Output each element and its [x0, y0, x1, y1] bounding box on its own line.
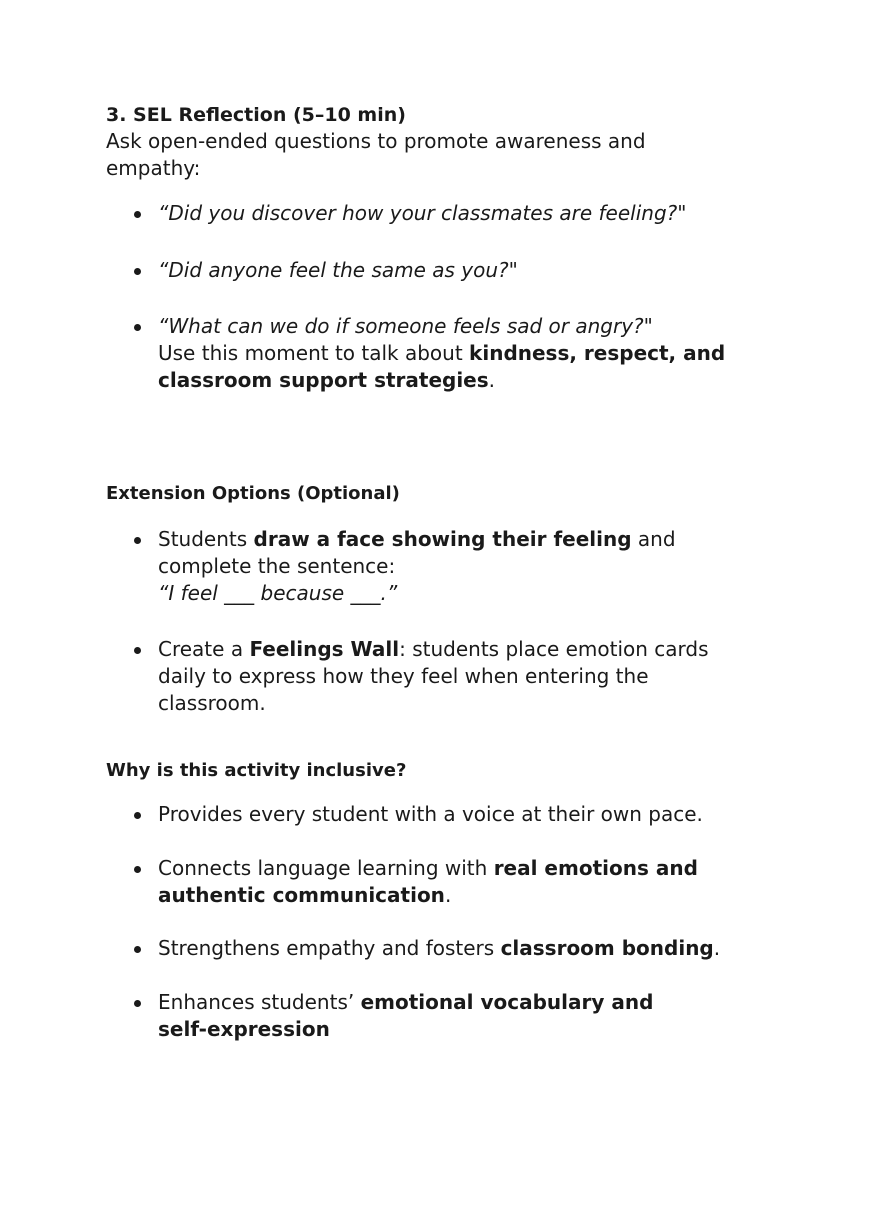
- list-item-body: [158, 636, 734, 717]
- item-text: Provides every student with a voice at their own pace.: [158, 802, 703, 826]
- list-item: [134, 313, 794, 394]
- list-item: [134, 636, 734, 717]
- item-text: .: [713, 936, 721, 960]
- question-text: “Did you discover how your classmates are feeling?": [158, 201, 687, 225]
- list-item-body: [158, 313, 794, 394]
- bullet-icon: [134, 268, 141, 275]
- bullet-icon: [134, 1000, 141, 1007]
- list-item: [134, 801, 794, 828]
- sel-reflection-heading: 3. SEL Reflection (5–10 min): [106, 104, 406, 126]
- list-item: [134, 855, 734, 909]
- list-item-body: [158, 855, 734, 909]
- list-item: [134, 935, 794, 962]
- bullet-icon: [134, 211, 141, 218]
- item-bold: draw a face showing their feeling: [253, 527, 632, 551]
- followup-plain: Use this moment to talk about: [158, 341, 470, 365]
- item-text: and complete the sentence:: [158, 527, 676, 578]
- list-item-body: [158, 526, 774, 607]
- item-text: : students place emotion cards daily to express how they feel when entering the classroom.: [158, 637, 709, 715]
- item-bold: real emotions and authentic communication: [158, 856, 698, 907]
- bullet-icon: [134, 537, 141, 544]
- followup-bold: kindness, respect, and classroom support strategies: [158, 341, 726, 392]
- bullet-icon: [134, 324, 141, 331]
- list-item: [134, 989, 694, 1043]
- extension-heading: Extension Options (Optional): [106, 483, 400, 504]
- list-item-body: [158, 935, 794, 962]
- question-text: “What can we do if someone feels sad or angry?": [158, 314, 653, 338]
- sentence-frame: “I feel ___ because ___.”: [158, 581, 398, 605]
- item-bold: emotional vocabulary and self-expression: [158, 990, 654, 1041]
- item-bold: classroom bonding: [500, 936, 714, 960]
- inclusive-heading: Why is this activity inclusive?: [106, 760, 407, 781]
- item-text: Students: [158, 527, 254, 551]
- sel-reflection-intro: Ask open-ended questions to promote awareness and empathy:: [106, 129, 646, 180]
- item-text: Enhances students’: [158, 990, 361, 1014]
- list-item: [134, 200, 794, 227]
- bullet-icon: [134, 812, 141, 819]
- question-text: “Did anyone feel the same as you?": [158, 258, 518, 282]
- list-item-body: [158, 801, 794, 828]
- bullet-icon: [134, 866, 141, 873]
- item-bold: Feelings Wall: [249, 637, 400, 661]
- bullet-icon: [134, 946, 141, 953]
- item-text: Strengthens empathy and fosters: [158, 936, 501, 960]
- followup-text: [158, 341, 725, 392]
- followup-end: .: [488, 368, 496, 392]
- bullet-icon: [134, 647, 141, 654]
- item-text: .: [444, 883, 452, 907]
- item-text: Create a: [158, 637, 250, 661]
- item-text: Connects language learning with: [158, 856, 494, 880]
- list-item: [134, 526, 774, 607]
- list-item-body: [158, 989, 694, 1043]
- list-item: [134, 257, 794, 284]
